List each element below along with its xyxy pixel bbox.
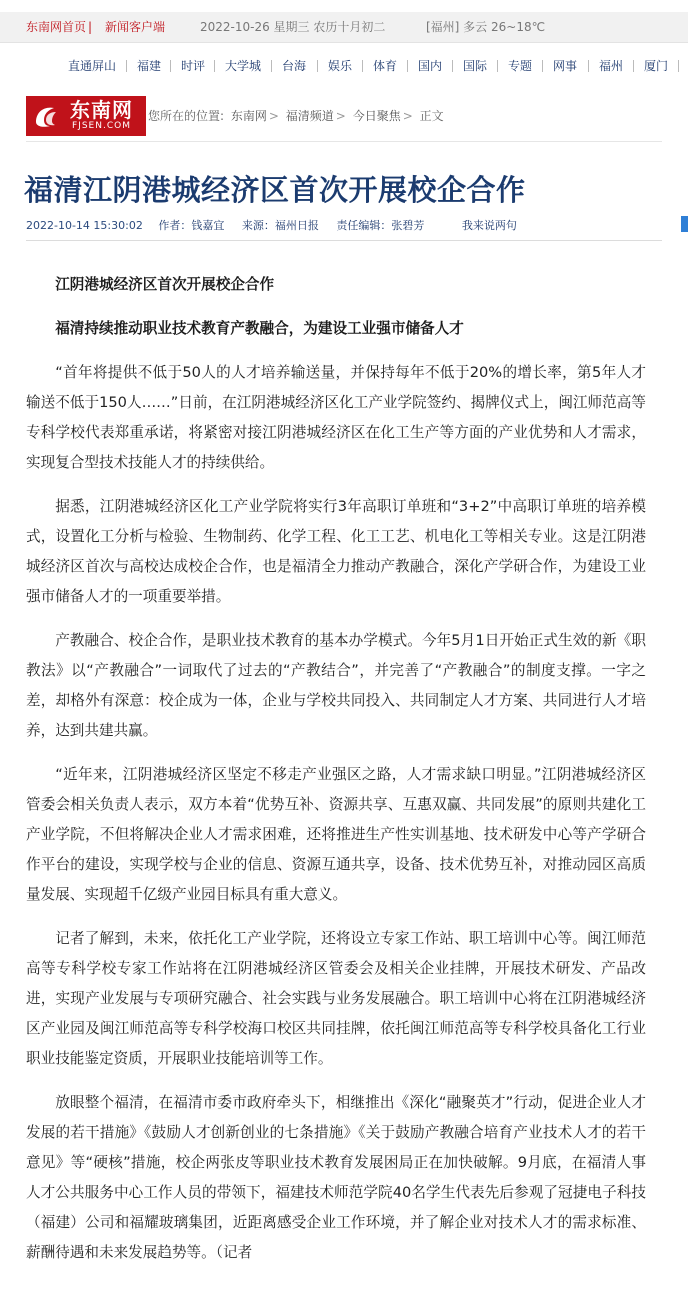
article-source: 来源：福州日报: [241, 219, 319, 232]
nav-divider: [497, 60, 498, 72]
article-editor: 责任编辑：张碧芳: [336, 219, 425, 232]
share-side-tab[interactable]: [681, 216, 688, 232]
current-date: 2022-10-26 星期三 农历十月初二: [200, 20, 386, 34]
breadcrumb-arrow: >: [402, 109, 413, 123]
nav-item-commentary[interactable]: 时评: [181, 59, 206, 73]
article-paragraph: 记者了解到，未来，依托化工产业学院，还将设立专家工作站、职工培训中心等。闽江师范高等专科学校专家工作站将在江阴港城经济区管委会及相关企业挂牌，开展技术研发、产品改进，实现产业发展与专项研究融合、社会实践与业务发展融合。职工培训中心将在江阴港城经济区产业园及闽江师范高等专科学校海口校区共同挂牌，依托闽江师范高等专科学校具备化工行业职业技能鉴定资质，开展职业技能培训等工作。: [26, 930, 646, 1067]
article-subheading: 福清持续推动职业技术教育产教融合，为建设工业强市储备人才: [55, 320, 464, 337]
nav-item-international[interactable]: 国际: [463, 59, 488, 73]
nav-item-university-town[interactable]: 大学城: [225, 59, 262, 73]
article-paragraph: 产教融合、校企合作，是职业技术教育的基本办学模式。今年5月1日开始正式生效的新《职教法》以“产教融合”一词取代了过去的“产教结合”，并完善了“产教融合”的制度支撑。一字之差，却格外有深意：校企成为一体，企业与学校共同投入、共同制定人才方案、共同进行人才培养，达到共建共赢。: [26, 632, 646, 739]
nav-item-web-affairs[interactable]: 网事: [553, 59, 578, 73]
article-title: 福清江阴港城经济区首次开展校企合作: [24, 173, 526, 207]
nav-item-xiamen[interactable]: 厦门: [644, 59, 669, 73]
breadcrumb-item-fuqing-channel[interactable]: 福清频道: [285, 109, 334, 123]
logo-domain: FJSEN.COM: [72, 121, 131, 131]
article-paragraph: “首年将提供不低于50人的人才培养输送量，并保持每年不低于20%的增长率，第5年人才输送不低于150人……”日前，在江阴港城经济区化工产业学院签约、揭牌仪式上，闽江师范高等专科学校代表郑重承诺，将紧密对接江阴港城经济区在化工生产等方面的产业优势和人才需求，实现复合型技术技能人才的持续供给。: [26, 364, 646, 471]
nav-item-entertainment[interactable]: 娱乐: [328, 59, 353, 73]
top-bar: [0, 12, 688, 43]
article-paragraph: 放眼整个福清，在福清市委市政府牵头下，相继推出《深化“融聚英才”行动，促进企业人才发展的若干措施》《鼓励人才创新创业的七条措施》《关于鼓励产教融合培育产业技术人才的若干意见》等“硬核”措施，校企两张皮等职业技术教育发展困局正在加快破解。9月底，在福清人事人才公共服务中心工作人员的带领下，福建技术师范学院40名学生代表先后参观了冠捷电子科技（福建）公司和福耀玻璃集团，近距离感受企业工作环境，并了解企业对技术人才的需求标准、薪酬待遇和未来发展趋势等。（记者: [26, 1094, 646, 1261]
nav-divider: [633, 60, 634, 72]
weather-info: [福州] 多云 26~18℃: [426, 20, 546, 34]
article-subheading: 江阴港城经济区首次开展校企合作: [55, 276, 275, 293]
article-meta: [26, 218, 666, 234]
breadcrumb-arrow: >: [268, 109, 279, 123]
nav-item-fujian[interactable]: 福建: [137, 59, 162, 73]
breadcrumb-item-today-focus[interactable]: 今日聚焦: [352, 109, 401, 123]
news-client-link[interactable]: 新闻客户端: [105, 20, 166, 34]
article-paragraph: “近年来，江阴港城经济区坚定不移走产业强区之路，人才需求缺口明显。”江阴港城经济区管委会相关负责人表示，双方本着“优势互补、资源共享、互惠双赢、共同发展”的原则共建化工产业学院，不但将解决企业人才需求困难，还将推进生产性实训基地、技术研发中心等产学研合作平台的建设，实现学校与企业的信息、资源互通共享，设备、技术优势互补，对推动园区高质量发展、实现超千亿级产业园目标具有重大意义。: [26, 766, 646, 903]
logo-name: 东南网: [70, 98, 133, 122]
article-paragraph: 据悉，江阴港城经济区化工产业学院将实行3年高职订单班和“3+2”中高职订单班的培养模式，设置化工分析与检验、生物制药、化学工程、化工工艺、机电化工等相关专业。这是江阴港城经济区首次与高校达成校企合作，也是福清全力推动产教融合，深化产学研合作，为建设工业强市储备人才的一项重要举措。: [26, 498, 646, 605]
nav-item-taiwan-strait[interactable]: 台海: [282, 59, 307, 73]
breadcrumb-item-current: 正文: [419, 109, 444, 123]
nav-divider: [542, 60, 543, 72]
article-author: 作者：钱嘉宜: [158, 219, 225, 232]
meta-divider: [26, 240, 662, 241]
publish-datetime: 2022-10-14 15:30:02: [26, 219, 143, 232]
nav-divider: [452, 60, 453, 72]
breadcrumb: [148, 106, 447, 126]
nav-item-domestic[interactable]: 国内: [418, 59, 443, 73]
channel-nav: [0, 56, 688, 76]
breadcrumb-prefix: 您所在的位置:: [148, 109, 225, 123]
comment-link[interactable]: 我来说两句: [461, 219, 517, 232]
article-body: [26, 270, 646, 1282]
breadcrumb-item-fjsen[interactable]: 东南网: [230, 109, 267, 123]
header-divider: [26, 141, 662, 142]
nav-divider: [317, 60, 318, 72]
topbar-separator: |: [88, 20, 93, 34]
home-link[interactable]: 东南网首页: [26, 20, 87, 34]
nav-divider: [678, 60, 679, 72]
nav-item-special[interactable]: 专题: [508, 59, 533, 73]
nav-divider: [126, 60, 127, 72]
nav-item-zhitong-pingshan[interactable]: 直通屏山: [68, 59, 117, 73]
nav-divider: [362, 60, 363, 72]
fjsen-logo-icon: [32, 102, 60, 130]
nav-divider: [407, 60, 408, 72]
breadcrumb-arrow: >: [335, 109, 346, 123]
site-logo[interactable]: [26, 96, 146, 136]
nav-divider: [214, 60, 215, 72]
nav-divider: [170, 60, 171, 72]
nav-item-sports[interactable]: 体育: [373, 59, 398, 73]
nav-divider: [588, 60, 589, 72]
nav-item-fuzhou[interactable]: 福州: [599, 59, 624, 73]
nav-divider: [271, 60, 272, 72]
